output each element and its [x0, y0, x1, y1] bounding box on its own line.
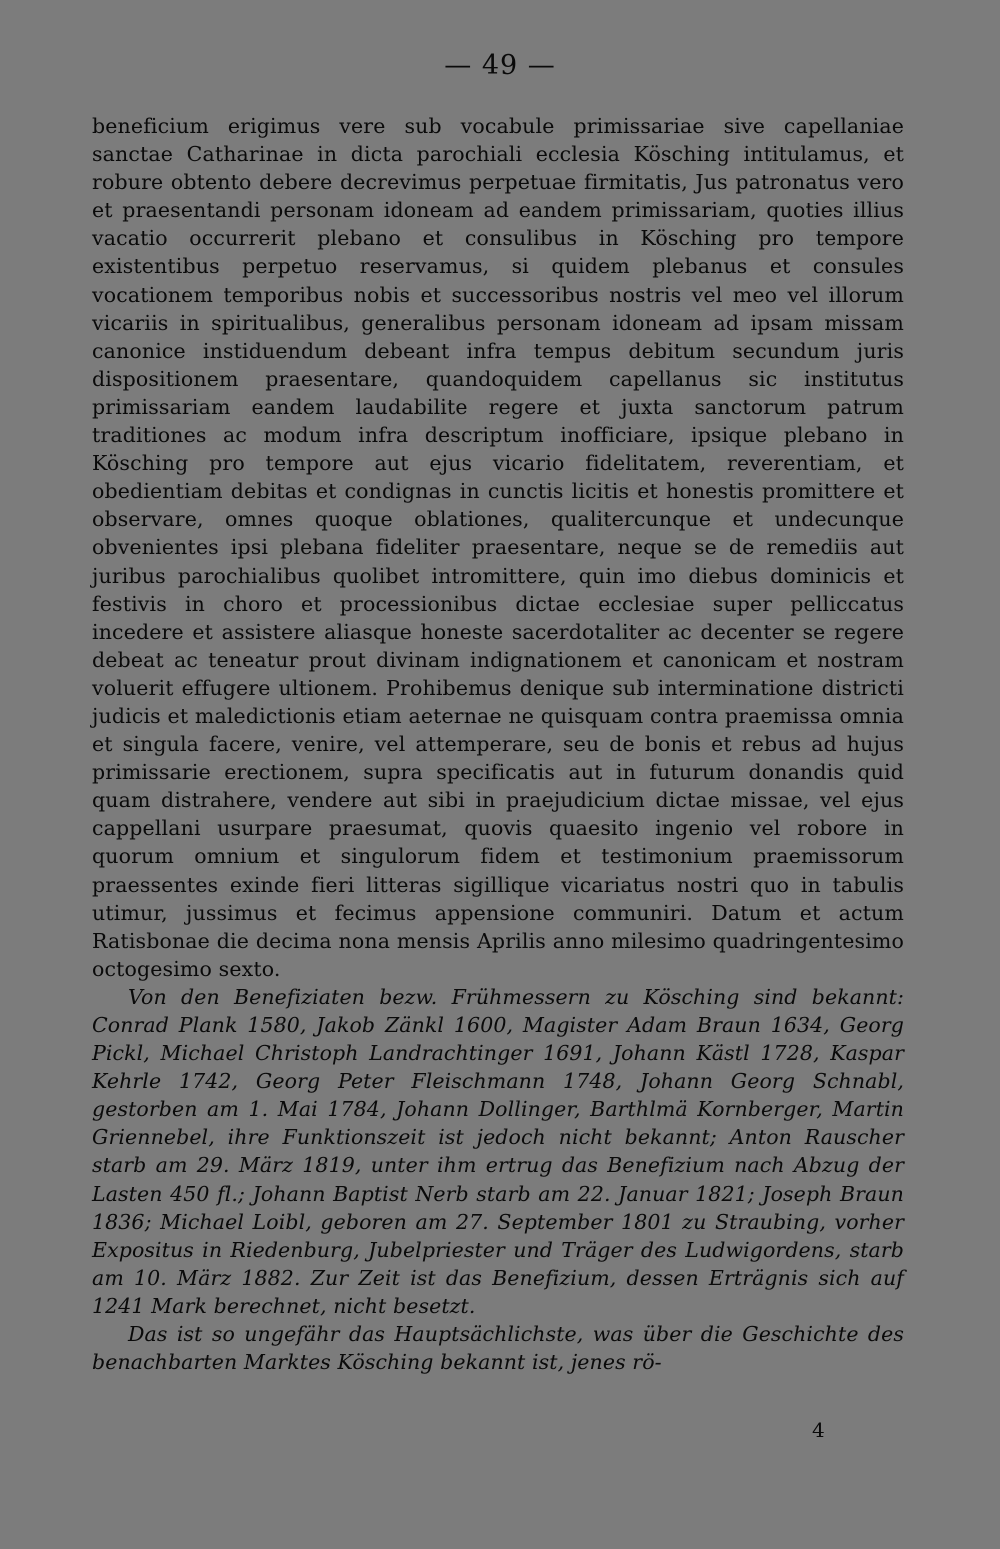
signature-mark: 4: [812, 1418, 825, 1442]
body-text: [92, 112, 904, 1376]
latin-paragraph: beneficium erigimus vere sub vocabule primissariae sive capellaniae sanctae Catharinae in dicta parochiali ecclesia Kösching intitulamus, et robure obtento debere decrevimus perpetuae firmitatis, Jus patronatus vero et praesentandi personam idoneam ad eandem primissariam, quoties illius vacatio occurrerit plebano et consulibus in Kösching pro tempore existentibus perpetuo reservamus, si quidem plebanus et consules vocationem temporibus nobis et successoribus nostris vel meo vel illorum vicariis in spiritualibus, generalibus personam idoneam ad ipsam missam canonice instiduendum debeant infra tempus debitum secundum juris dispositionem praesentare, quandoquidem capellanus sic institutus primissariam eandem laudabilite regere et juxta sanctorum patrum traditiones ac modum infra descriptum inofficiare, ipsique plebano in Kösching pro tempore aut ejus vicario fidelitatem, reverentiam, et obedientiam debitas et condignas in cunctis licitis et honestis promittere et observare, omnes quoque oblationes, qualitercunque et undecunque obvenientes ipsi plebana fideliter praesentare, neque se de remediis aut juribus parochialibus quolibet intromittere, quin imo diebus dominicis et festivis in choro et processionibus dictae ecclesiae super pelliccatus incedere et assistere aliasque honeste sacerdotaliter ac decenter se regere debeat ac teneatur prout divinam indignationem et canonicam et nostram voluerit effugere ultionem. Prohibemus denique sub interminatione districti judicis et maledictionis etiam aeternae ne quisquam contra praemissa omnia et singula facere, venire, vel attemperare, seu de bonis et rebus ad hujus primissarie erectionem, supra specificatis aut in futurum donandis quid quam distrahere, vendere aut sibi in praejudicium dictae missae, vel ejus cappellani usurpare praesumat, quovis quaesito ingenio vel robore in quorum omnium et singulorum fidem et testimonium praemissorum praessentes exinde fieri litteras sigillique vicariatus nostri quo in tabulis utimur, jussimus et fecimus appensione communiri. Datum et actum Ratisbonae die decima nona mensis Aprilis anno milesimo quadringentesimo octogesimo sexto.: [92, 114, 904, 981]
german-paragraph-1: Von den Benefiziaten bezw. Frühmessern zu Kösching sind bekannt: Conrad Plank 1580, Jakob Zänkl 1600, Magister Adam Braun 1634, Georg Pickl, Michael Christoph Landrachtinger 1691, Johann Kästl 1728, Kaspar Kehrle 1742, Georg Peter Fleischmann 1748, Johann Georg Schnabl, gestorben am 1. Mai 1784, Johann Dollinger, Barthlmä Kornberger, Martin Griennebel, ihre Funktionszeit ist jedoch nicht bekannt; Anton Rauscher starb am 29. März 1819, unter ihm ertrug das Benefizium nach Abzug der Lasten 450 fl.; Johann Baptist Nerb starb am 22. Januar 1821; Joseph Braun 1836; Michael Loibl, geboren am 27. September 1801 zu Straubing, vorher Expositus in Riedenburg, Jubelpriester und Träger des Ludwigordens, starb am 10. März 1882. Zur Zeit ist das Benefizium, dessen Erträgnis sich auf 1241 Mark berechnet, nicht besetzt.: [92, 984, 904, 1318]
german-paragraph-2: Das ist so ungefähr das Hauptsächlichste, was über die Geschichte des benachbarten Marktes Kösching bekannt ist, jenes rö-: [92, 1322, 904, 1375]
page-number: — 49 —: [444, 50, 556, 81]
